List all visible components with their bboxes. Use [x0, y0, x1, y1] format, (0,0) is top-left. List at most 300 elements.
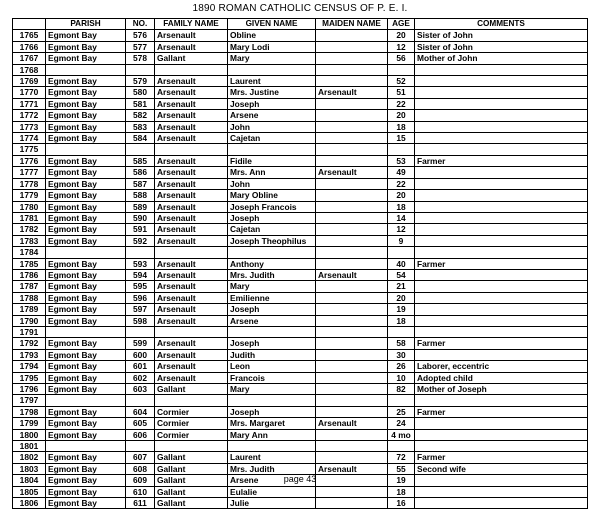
age-cell: 51 — [388, 87, 415, 98]
census-no-cell: 583 — [126, 121, 155, 132]
table-row — [13, 41, 588, 52]
given-name-cell: Mary — [228, 384, 316, 395]
given-name-cell: Arsene — [228, 315, 316, 326]
given-name-cell — [228, 247, 316, 258]
table-row — [13, 441, 588, 452]
comments-cell — [415, 349, 588, 360]
given-name-cell: Cajetan — [228, 224, 316, 235]
table-row — [13, 326, 588, 337]
maiden-name-cell — [316, 349, 388, 360]
comments-cell — [415, 247, 588, 258]
table-row — [13, 53, 588, 64]
given-name-cell: Anthony — [228, 258, 316, 269]
given-name-cell: Fidile — [228, 155, 316, 166]
row-number-cell: 1788 — [13, 292, 46, 303]
maiden-name-cell — [316, 76, 388, 87]
census-no-cell: 596 — [126, 292, 155, 303]
family-name-cell — [155, 326, 228, 337]
age-cell: 14 — [388, 212, 415, 223]
given-name-cell: Mrs. Judith — [228, 463, 316, 474]
comments-cell: Farmer — [415, 338, 588, 349]
census-no-cell — [126, 326, 155, 337]
given-name-cell: Joseph — [228, 338, 316, 349]
row-number-cell: 1791 — [13, 326, 46, 337]
maiden-name-cell — [316, 441, 388, 452]
age-cell: 15 — [388, 133, 415, 144]
parish-cell: Egmont Bay — [46, 498, 126, 509]
family-name-cell: Arsenault — [155, 281, 228, 292]
family-name-cell: Arsenault — [155, 121, 228, 132]
row-number-cell: 1773 — [13, 121, 46, 132]
comments-cell: Farmer — [415, 452, 588, 463]
parish-cell: Egmont Bay — [46, 121, 126, 132]
age-cell: 4 mo — [388, 429, 415, 440]
row-number-cell: 1775 — [13, 144, 46, 155]
maiden-name-cell — [316, 247, 388, 258]
parish-cell — [46, 395, 126, 406]
comments-cell — [415, 235, 588, 246]
comments-cell — [415, 326, 588, 337]
census-no-cell: 586 — [126, 167, 155, 178]
table-row — [13, 201, 588, 212]
table-row — [13, 338, 588, 349]
census-no-cell: 601 — [126, 361, 155, 372]
table-row — [13, 269, 588, 280]
comments-cell — [415, 76, 588, 87]
parish-cell: Egmont Bay — [46, 475, 126, 486]
row-number-cell: 1794 — [13, 361, 46, 372]
table-row — [13, 498, 588, 509]
parish-cell: Egmont Bay — [46, 167, 126, 178]
parish-cell: Egmont Bay — [46, 224, 126, 235]
census-no-cell: 611 — [126, 498, 155, 509]
given-name-cell: Joseph Theophilus — [228, 235, 316, 246]
age-cell: 30 — [388, 349, 415, 360]
age-cell: 72 — [388, 452, 415, 463]
row-number-cell: 1776 — [13, 155, 46, 166]
comments-cell: Sister of John — [415, 30, 588, 41]
parish-cell: Egmont Bay — [46, 41, 126, 52]
parish-cell: Egmont Bay — [46, 463, 126, 474]
table-row — [13, 212, 588, 223]
maiden-name-cell — [316, 212, 388, 223]
census-no-cell: 585 — [126, 155, 155, 166]
family-name-cell: Gallant — [155, 486, 228, 497]
table-row — [13, 167, 588, 178]
maiden-name-cell — [316, 144, 388, 155]
header-row — [13, 19, 588, 30]
given-name-cell — [228, 395, 316, 406]
family-name-cell — [155, 395, 228, 406]
parish-cell: Egmont Bay — [46, 304, 126, 315]
table-row — [13, 76, 588, 87]
maiden-name-cell — [316, 429, 388, 440]
family-name-cell — [155, 441, 228, 452]
family-name-cell: Gallant — [155, 475, 228, 486]
header-given-name: GIVEN NAME — [228, 19, 316, 30]
census-no-cell — [126, 64, 155, 75]
row-number-cell: 1777 — [13, 167, 46, 178]
comments-cell — [415, 281, 588, 292]
given-name-cell: Joseph — [228, 98, 316, 109]
age-cell: 55 — [388, 463, 415, 474]
comments-cell: Sister of John — [415, 41, 588, 52]
table-row — [13, 235, 588, 246]
census-no-cell: 577 — [126, 41, 155, 52]
given-name-cell: Arsene — [228, 110, 316, 121]
row-number-cell: 1796 — [13, 384, 46, 395]
census-table — [12, 18, 588, 509]
census-no-cell — [126, 247, 155, 258]
family-name-cell: Cormier — [155, 429, 228, 440]
maiden-name-cell — [316, 98, 388, 109]
parish-cell — [46, 326, 126, 337]
age-cell: 53 — [388, 155, 415, 166]
table-row — [13, 395, 588, 406]
parish-cell — [46, 247, 126, 258]
census-no-cell: 608 — [126, 463, 155, 474]
family-name-cell: Cormier — [155, 406, 228, 417]
given-name-cell: Judith — [228, 349, 316, 360]
table-row — [13, 247, 588, 258]
given-name-cell: Cajetan — [228, 133, 316, 144]
row-number-cell: 1795 — [13, 372, 46, 383]
parish-cell: Egmont Bay — [46, 258, 126, 269]
given-name-cell: Francois — [228, 372, 316, 383]
comments-cell: Laborer, eccentric — [415, 361, 588, 372]
family-name-cell: Arsenault — [155, 155, 228, 166]
comments-cell — [415, 190, 588, 201]
family-name-cell: Cormier — [155, 418, 228, 429]
age-cell — [388, 247, 415, 258]
age-cell — [388, 326, 415, 337]
age-cell: 52 — [388, 76, 415, 87]
maiden-name-cell — [316, 326, 388, 337]
maiden-name-cell — [316, 361, 388, 372]
census-no-cell: 598 — [126, 315, 155, 326]
maiden-name-cell: Arsenault — [316, 269, 388, 280]
table-row — [13, 384, 588, 395]
age-cell: 58 — [388, 338, 415, 349]
age-cell: 16 — [388, 498, 415, 509]
table-row — [13, 98, 588, 109]
table-row — [13, 372, 588, 383]
header-age: AGE — [388, 19, 415, 30]
parish-cell: Egmont Bay — [46, 110, 126, 121]
family-name-cell: Arsenault — [155, 304, 228, 315]
row-number-cell: 1786 — [13, 269, 46, 280]
census-no-cell: 594 — [126, 269, 155, 280]
comments-cell — [415, 144, 588, 155]
row-number-cell: 1798 — [13, 406, 46, 417]
census-no-cell: 597 — [126, 304, 155, 315]
family-name-cell — [155, 144, 228, 155]
row-number-cell: 1768 — [13, 64, 46, 75]
family-name-cell: Gallant — [155, 463, 228, 474]
age-cell: 18 — [388, 201, 415, 212]
given-name-cell: Mrs. Ann — [228, 167, 316, 178]
age-cell: 25 — [388, 406, 415, 417]
comments-cell — [415, 429, 588, 440]
parish-cell: Egmont Bay — [46, 292, 126, 303]
census-no-cell: 609 — [126, 475, 155, 486]
census-no-cell: 607 — [126, 452, 155, 463]
parish-cell: Egmont Bay — [46, 372, 126, 383]
census-no-cell: 593 — [126, 258, 155, 269]
given-name-cell: Obline — [228, 30, 316, 41]
parish-cell: Egmont Bay — [46, 269, 126, 280]
family-name-cell: Arsenault — [155, 76, 228, 87]
given-name-cell: Laurent — [228, 452, 316, 463]
age-cell: 24 — [388, 418, 415, 429]
family-name-cell: Arsenault — [155, 212, 228, 223]
maiden-name-cell: Arsenault — [316, 167, 388, 178]
table-row — [13, 406, 588, 417]
maiden-name-cell — [316, 121, 388, 132]
row-number-cell: 1780 — [13, 201, 46, 212]
comments-cell — [415, 315, 588, 326]
parish-cell: Egmont Bay — [46, 452, 126, 463]
comments-cell — [415, 178, 588, 189]
family-name-cell: Arsenault — [155, 269, 228, 280]
age-cell: 22 — [388, 178, 415, 189]
given-name-cell: Mary — [228, 281, 316, 292]
comments-cell — [415, 498, 588, 509]
given-name-cell: Joseph Francois — [228, 201, 316, 212]
age-cell: 20 — [388, 292, 415, 303]
table-row — [13, 361, 588, 372]
age-cell: 9 — [388, 235, 415, 246]
parish-cell: Egmont Bay — [46, 87, 126, 98]
table-row — [13, 87, 588, 98]
comments-cell — [415, 395, 588, 406]
age-cell: 49 — [388, 167, 415, 178]
family-name-cell: Gallant — [155, 384, 228, 395]
family-name-cell: Arsenault — [155, 292, 228, 303]
table-row — [13, 486, 588, 497]
maiden-name-cell: Arsenault — [316, 463, 388, 474]
table-row — [13, 258, 588, 269]
table-row — [13, 110, 588, 121]
age-cell — [388, 144, 415, 155]
family-name-cell: Arsenault — [155, 30, 228, 41]
parish-cell: Egmont Bay — [46, 133, 126, 144]
parish-cell: Egmont Bay — [46, 178, 126, 189]
table-row — [13, 30, 588, 41]
comments-cell: Farmer — [415, 155, 588, 166]
table-row — [13, 178, 588, 189]
given-name-cell: Emilienne — [228, 292, 316, 303]
parish-cell: Egmont Bay — [46, 201, 126, 212]
maiden-name-cell — [316, 384, 388, 395]
table-row — [13, 292, 588, 303]
header-comments: COMMENTS — [415, 19, 588, 30]
comments-cell — [415, 121, 588, 132]
row-number-cell: 1765 — [13, 30, 46, 41]
maiden-name-cell — [316, 486, 388, 497]
census-no-cell: 576 — [126, 30, 155, 41]
comments-cell: Farmer — [415, 258, 588, 269]
age-cell — [388, 64, 415, 75]
family-name-cell: Arsenault — [155, 315, 228, 326]
row-number-cell: 1767 — [13, 53, 46, 64]
parish-cell: Egmont Bay — [46, 235, 126, 246]
table-row — [13, 418, 588, 429]
row-number-cell: 1804 — [13, 475, 46, 486]
parish-cell: Egmont Bay — [46, 190, 126, 201]
comments-cell: Mother of Joseph — [415, 384, 588, 395]
census-no-cell: 605 — [126, 418, 155, 429]
comments-cell: Farmer — [415, 406, 588, 417]
header-row-number — [13, 19, 46, 30]
comments-cell: Adopted child — [415, 372, 588, 383]
given-name-cell: Julie — [228, 498, 316, 509]
page-title: 1890 ROMAN CATHOLIC CENSUS OF P. E. I. — [192, 3, 408, 14]
age-cell: 82 — [388, 384, 415, 395]
comments-cell — [415, 110, 588, 121]
family-name-cell — [155, 64, 228, 75]
given-name-cell: Leon — [228, 361, 316, 372]
table-row — [13, 429, 588, 440]
comments-cell — [415, 418, 588, 429]
given-name-cell: Mary — [228, 53, 316, 64]
table-row — [13, 315, 588, 326]
row-number-cell: 1797 — [13, 395, 46, 406]
age-cell: 10 — [388, 372, 415, 383]
comments-cell — [415, 64, 588, 75]
age-cell: 40 — [388, 258, 415, 269]
census-no-cell: 590 — [126, 212, 155, 223]
given-name-cell: Joseph — [228, 212, 316, 223]
parish-cell: Egmont Bay — [46, 429, 126, 440]
census-no-cell: 588 — [126, 190, 155, 201]
family-name-cell: Gallant — [155, 452, 228, 463]
census-no-cell: 591 — [126, 224, 155, 235]
census-no-cell: 602 — [126, 372, 155, 383]
age-cell: 20 — [388, 110, 415, 121]
row-number-cell: 1803 — [13, 463, 46, 474]
census-no-cell: 584 — [126, 133, 155, 144]
row-number-cell: 1789 — [13, 304, 46, 315]
family-name-cell: Arsenault — [155, 110, 228, 121]
maiden-name-cell — [316, 53, 388, 64]
table-row — [13, 144, 588, 155]
maiden-name-cell — [316, 452, 388, 463]
family-name-cell — [155, 247, 228, 258]
row-number-cell: 1769 — [13, 76, 46, 87]
maiden-name-cell — [316, 372, 388, 383]
parish-cell: Egmont Bay — [46, 486, 126, 497]
census-no-cell — [126, 144, 155, 155]
family-name-cell: Arsenault — [155, 167, 228, 178]
given-name-cell — [228, 441, 316, 452]
family-name-cell: Arsenault — [155, 235, 228, 246]
row-number-cell: 1787 — [13, 281, 46, 292]
maiden-name-cell — [316, 235, 388, 246]
parish-cell: Egmont Bay — [46, 53, 126, 64]
census-no-cell: 610 — [126, 486, 155, 497]
maiden-name-cell — [316, 201, 388, 212]
parish-cell: Egmont Bay — [46, 155, 126, 166]
parish-cell — [46, 64, 126, 75]
parish-cell: Egmont Bay — [46, 349, 126, 360]
maiden-name-cell — [316, 155, 388, 166]
family-name-cell: Gallant — [155, 498, 228, 509]
row-number-cell: 1779 — [13, 190, 46, 201]
header-family-name: FAMILY NAME — [155, 19, 228, 30]
row-number-cell: 1799 — [13, 418, 46, 429]
maiden-name-cell — [316, 224, 388, 235]
census-no-cell: 604 — [126, 406, 155, 417]
census-no-cell: 581 — [126, 98, 155, 109]
parish-cell: Egmont Bay — [46, 338, 126, 349]
given-name-cell: Mrs. Judith — [228, 269, 316, 280]
comments-cell — [415, 304, 588, 315]
table-row — [13, 190, 588, 201]
given-name-cell: John — [228, 178, 316, 189]
page-number: page 43 — [283, 474, 317, 484]
row-number-cell: 1774 — [13, 133, 46, 144]
row-number-cell: 1784 — [13, 247, 46, 258]
census-no-cell: 578 — [126, 53, 155, 64]
age-cell: 18 — [388, 486, 415, 497]
age-cell: 12 — [388, 224, 415, 235]
maiden-name-cell — [316, 292, 388, 303]
maiden-name-cell — [316, 498, 388, 509]
family-name-cell: Arsenault — [155, 178, 228, 189]
parish-cell: Egmont Bay — [46, 30, 126, 41]
given-name-cell: Arsene — [228, 475, 316, 486]
row-number-cell: 1806 — [13, 498, 46, 509]
comments-cell — [415, 212, 588, 223]
parish-cell — [46, 441, 126, 452]
family-name-cell: Arsenault — [155, 361, 228, 372]
census-no-cell: 582 — [126, 110, 155, 121]
maiden-name-cell — [316, 315, 388, 326]
row-number-cell: 1802 — [13, 452, 46, 463]
table-row — [13, 349, 588, 360]
maiden-name-cell — [316, 30, 388, 41]
given-name-cell — [228, 326, 316, 337]
comments-cell — [415, 87, 588, 98]
comments-cell — [415, 133, 588, 144]
header-maiden-name: MAIDEN NAME — [316, 19, 388, 30]
census-no-cell: 579 — [126, 76, 155, 87]
row-number-cell: 1771 — [13, 98, 46, 109]
given-name-cell: Joseph — [228, 304, 316, 315]
table-row — [13, 304, 588, 315]
age-cell: 18 — [388, 315, 415, 326]
age-cell: 18 — [388, 121, 415, 132]
given-name-cell: Laurent — [228, 76, 316, 87]
table-row — [13, 155, 588, 166]
age-cell: 21 — [388, 281, 415, 292]
comments-cell — [415, 441, 588, 452]
parish-cell: Egmont Bay — [46, 212, 126, 223]
family-name-cell: Arsenault — [155, 338, 228, 349]
row-number-cell: 1805 — [13, 486, 46, 497]
census-no-cell: 603 — [126, 384, 155, 395]
census-no-cell: 587 — [126, 178, 155, 189]
census-no-cell — [126, 441, 155, 452]
comments-cell: Mother of John — [415, 53, 588, 64]
given-name-cell: Mary Obline — [228, 190, 316, 201]
census-no-cell: 606 — [126, 429, 155, 440]
given-name-cell: Mary Lodi — [228, 41, 316, 52]
maiden-name-cell — [316, 258, 388, 269]
comments-cell — [415, 98, 588, 109]
table-row — [13, 224, 588, 235]
